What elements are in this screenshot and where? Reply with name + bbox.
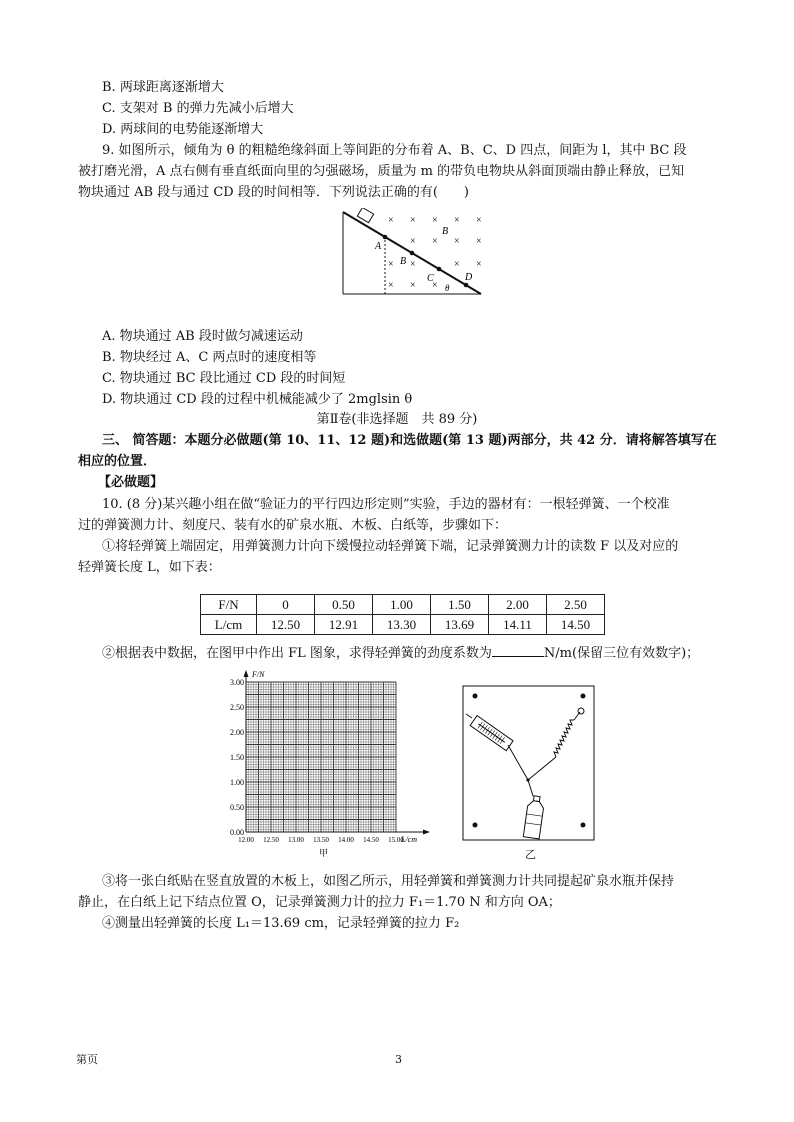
x-tick-label: 14.00: [338, 836, 354, 844]
table-cell: 14.11: [489, 615, 547, 635]
pin: [581, 694, 586, 699]
svg-text:×: ×: [454, 236, 460, 247]
x-tick-label: 12.00: [238, 836, 254, 844]
q10-stem-line1: 10. (8 分)某兴趣小组在做“验证力的平行四边形定则”实验，手边的器材有：一根轻弹簧、一个校准: [102, 497, 670, 512]
y-tick-label: 0.50: [230, 803, 244, 812]
table-row: [201, 615, 605, 635]
point-d: [464, 283, 469, 288]
svg-text:×: ×: [410, 259, 416, 270]
pin: [581, 823, 586, 828]
q9-option-a: A. 物块通过 AB 段时做匀减速运动: [102, 329, 303, 344]
point-b: [410, 251, 415, 256]
caption-yi: 乙: [525, 848, 536, 861]
part2-title: 第Ⅱ卷(非选择题 共 89 分): [316, 412, 478, 427]
table-cell: 0: [257, 595, 315, 615]
svg-text:×: ×: [454, 259, 460, 270]
svg-text:×: ×: [432, 280, 438, 291]
table-cell: 0.50: [315, 595, 373, 615]
q9-stem-line3: 物块通过 AB 段与通过 CD 段的时间相等．下列说法正确的有( ): [78, 185, 469, 200]
y-tick-label: 0.00: [230, 828, 244, 837]
required-heading: 【必做题】: [98, 475, 164, 490]
label-field-b: B: [442, 226, 449, 237]
label-c: C: [427, 273, 434, 284]
x-tick-label: 14.50: [363, 836, 379, 844]
point-c: [437, 267, 442, 272]
section3-line2: 相应的位置．: [78, 454, 157, 469]
q10-step3-line1: ③将一张白纸贴在竖直放置的木板上，如图乙所示，用轻弹簧和弹簧测力计共同提起矿泉水瓶并保持: [102, 874, 675, 889]
option-d: D. 两球间的电势能逐渐增大: [102, 122, 264, 137]
label-theta: θ: [445, 283, 450, 293]
svg-text:×: ×: [410, 215, 416, 226]
incline-figure: [335, 208, 490, 300]
x-tick-label: 12.50: [263, 836, 279, 844]
table-cell: 12.50: [257, 615, 315, 635]
table-header-f: F/N: [201, 595, 257, 615]
point-a: [383, 235, 388, 240]
option-b: B. 两球距离逐渐增大: [102, 80, 224, 95]
svg-text:×: ×: [410, 280, 416, 291]
x-tick-label: 13.00: [288, 836, 304, 844]
fl-graph-grid: [218, 666, 444, 862]
q10-stem-line2: 过的弹簧测力计、刻度尺、装有水的矿泉水瓶、木板、白纸等，步骤如下：: [78, 518, 508, 533]
table-cell: 2.50: [547, 595, 605, 615]
svg-text:×: ×: [476, 236, 482, 247]
q10-step4: ④测量出轻弹簧的长度 L₁＝13.69 cm，记录轻弹簧的拉力 F₂: [102, 916, 460, 931]
table-cell: 1.00: [373, 595, 431, 615]
svg-text:×: ×: [432, 236, 438, 247]
pin: [473, 823, 478, 828]
x-axis-label: L/cm: [401, 835, 417, 844]
label-b: B: [400, 256, 407, 267]
svg-text:×: ×: [432, 215, 438, 226]
label-d: D: [465, 272, 473, 283]
q10-step2: [102, 644, 699, 663]
table-cell: 14.50: [547, 615, 605, 635]
caption-jia: 甲: [319, 848, 329, 858]
force-length-table: [200, 594, 605, 635]
table-cell: 13.30: [373, 615, 431, 635]
apparatus-figure: [460, 684, 600, 856]
table-header-l: L/cm: [201, 615, 257, 635]
q9-option-d: D. 物块通过 CD 段的过程中机械能减少了 2mglsin θ: [102, 392, 413, 407]
label-a: A: [375, 241, 382, 252]
pin: [473, 694, 478, 699]
q9-stem-line1: 9. 如图所示，倾角为 θ 的粗糙绝缘斜面上等间距的分布着 A、B、C、D 四点，间距为 l，其中 BC 段: [102, 143, 687, 158]
q9-option-b: B. 物块经过 A、C 两点时的速度相等: [102, 350, 317, 365]
table-cell: 12.91: [315, 615, 373, 635]
y-tick-label: 3.00: [230, 678, 244, 687]
svg-text:×: ×: [388, 259, 394, 270]
svg-text:×: ×: [410, 236, 416, 247]
y-tick-label: 2.00: [230, 728, 244, 737]
y-tick-label: 1.00: [230, 778, 244, 787]
svg-text:×: ×: [476, 259, 482, 270]
q10-step1-line2: 轻弹簧长度 L，如下表：: [78, 560, 221, 575]
y-tick-label: 2.50: [230, 703, 244, 712]
page-number: 3: [395, 1053, 402, 1066]
table-row: [201, 595, 605, 615]
x-tick-label: 15.00: [388, 836, 404, 844]
y-axis-label: F/N: [252, 670, 265, 679]
section3-line1: 三、 简答题：本题分必做题(第 10、11、12 题)和选做题(第 13 题)两部分，共 42 分．请将解答填写在: [102, 433, 717, 448]
answer-blank[interactable]: [492, 644, 544, 657]
footer-left: 第页: [76, 1053, 98, 1066]
svg-text:×: ×: [454, 215, 460, 226]
x-tick-label: 13.50: [313, 836, 329, 844]
svg-text:×: ×: [388, 280, 394, 291]
svg-text:×: ×: [476, 215, 482, 226]
svg-text:×: ×: [388, 215, 394, 226]
q9-stem-line2: 被打磨光滑，A 点右侧有垂直纸面向里的匀强磁场，质量为 m 的带负电物块从斜面顶端由静止释放，已知: [78, 164, 685, 179]
q10-step1-line1: ①将轻弹簧上端固定，用弹簧测力计向下缓慢拉动轻弹簧下端，记录弹簧测力计的读数 F 以及对应的: [102, 539, 679, 554]
table-cell: 1.50: [431, 595, 489, 615]
q10-step3-line2: 静止，在白纸上记下结点位置 O，记录弹簧测力计的拉力 F₁＝1.70 N 和方向 OA；: [78, 895, 561, 910]
q10-step2-text: ②根据表中数据，在图甲中作出 FL 图象，求得轻弹簧的劲度系数为: [102, 646, 492, 661]
y-tick-label: 1.50: [230, 753, 244, 762]
q9-option-c: C. 物块通过 BC 段比通过 CD 段的时间短: [102, 371, 346, 386]
option-c: C. 支架对 B 的弹力先减小后增大: [102, 101, 294, 116]
q10-step2-unit: N/m(保留三位有效数字)；: [543, 646, 700, 661]
table-cell: 2.00: [489, 595, 547, 615]
table-cell: 13.69: [431, 615, 489, 635]
